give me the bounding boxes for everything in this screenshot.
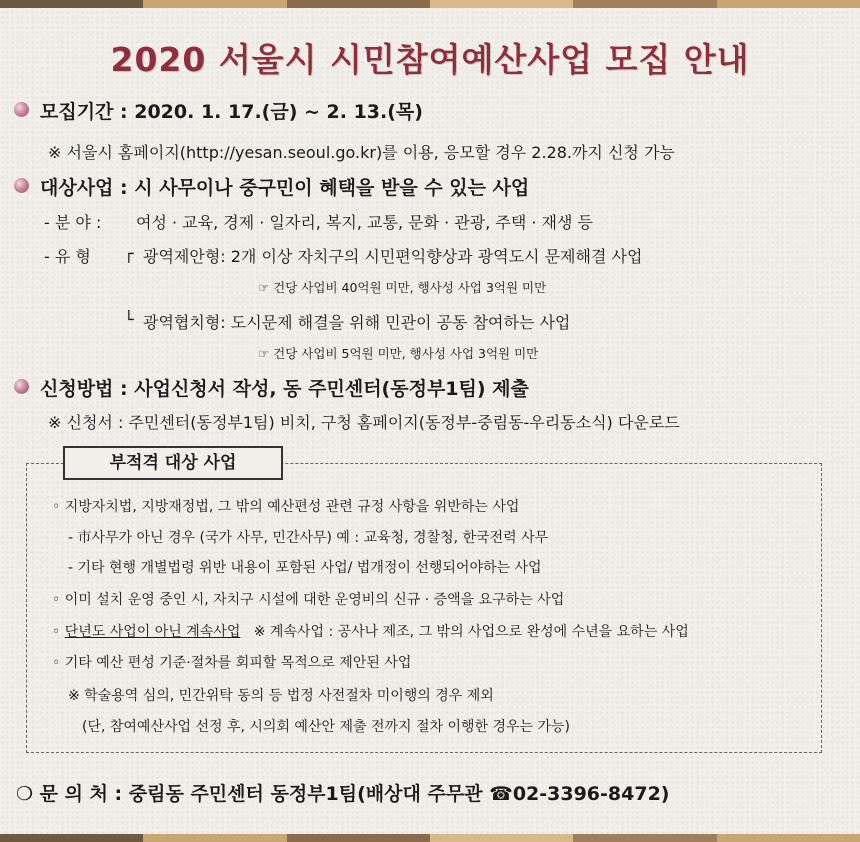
type2-mark: └ bbox=[124, 310, 134, 329]
ineligible-item: ◦ 지방자치법, 지방재정법, 그 밖의 예산편성 관련 규정 사항을 위반하는 사업 bbox=[52, 499, 520, 515]
type2-note: ☞ 건당 사업비 5억원 미만, 행사성 사업 3억원 미만 bbox=[258, 346, 539, 361]
continuous-project-note: ※ 계속사업 : 공사나 제조, 그 밖의 사업으로 완성에 수년을 요하는 사업 bbox=[253, 624, 689, 640]
apply-note: ※ 신청서 : 주민센터(동정부1팀) 비치, 구청 홈페이지(동정부-중림동-우리동소식) 다운로드 bbox=[48, 413, 680, 432]
field-value: 여성 · 교육, 경제 · 일자리, 복지, 교통, 문화 · 관광, 주택 · 재생 등 bbox=[136, 213, 594, 232]
target-heading: 대상사업 : 시 사무이나 중구민이 혜택을 받을 수 있는 사업 bbox=[40, 177, 530, 199]
type1-text: 광역제안형: 2개 이상 자치구의 시민편익향상과 광역도시 문제해결 사업 bbox=[143, 247, 643, 266]
ineligible-title: 부적격 대상 사업 bbox=[63, 446, 283, 480]
item-prefix: ◦ bbox=[52, 624, 65, 640]
type1-mark: ┌ bbox=[124, 244, 134, 263]
bottom-decorative-band bbox=[0, 834, 860, 842]
ineligible-item bbox=[52, 621, 689, 641]
ineligible-item: - 기타 현행 개별법령 위반 내용이 포함된 사업/ 법개정이 선행되어야하는 사업 bbox=[68, 560, 542, 576]
bullet-icon bbox=[14, 178, 29, 193]
bullet-icon bbox=[14, 379, 29, 394]
period-heading: 모집기간 : 2020. 1. 17.(금) ~ 2. 13.(목) bbox=[40, 101, 423, 123]
ineligible-item: ◦ 이미 설치 운영 중인 시, 자치구 시설에 대한 운영비의 신규 · 증액을 요구하는 사업 bbox=[52, 592, 565, 608]
ineligible-note: ※ 학술용역 심의, 민간위탁 동의 등 법정 사전절차 미이행의 경우 제외 bbox=[68, 688, 494, 704]
bullet-icon bbox=[14, 102, 29, 117]
ineligible-item: - 市사무가 아닌 경우 (국가 사무, 민간사무) 예 : 교육청, 경찰청, 한국전력 사무 bbox=[68, 530, 549, 546]
field-label: - 분 야 : bbox=[44, 213, 102, 232]
apply-heading: 신청방법 : 사업신청서 작성, 동 주민센터(동정부1팀) 제출 bbox=[40, 378, 529, 400]
type2-text: 광역협치형: 도시문제 해결을 위해 민관이 공동 참여하는 사업 bbox=[143, 313, 571, 332]
contact-info: ❍ 문 의 처 : 중림동 주민센터 동정부1팀(배상대 주무관 ☎02-3396-8472) bbox=[16, 783, 670, 805]
ineligible-item: ◦ 기타 예산 편성 기준·절차를 회피할 목적으로 제안된 사업 bbox=[52, 655, 412, 671]
ineligible-note: (단, 참여예산사업 선정 후, 시의회 예산안 제출 전까지 절차 이행한 경우는 가능) bbox=[82, 719, 571, 735]
type-label: - 유 형 bbox=[44, 247, 91, 266]
period-note: ※ 서울시 홈페이지(http://yesan.seoul.go.kr)를 이용, 응모할 경우 2.28.까지 신청 가능 bbox=[48, 143, 675, 162]
type1-note: ☞ 건당 사업비 40억원 미만, 행사성 사업 3억원 미만 bbox=[258, 280, 547, 295]
top-decorative-band bbox=[0, 0, 860, 8]
page-title: 2020 서울시 시민참여예산사업 모집 안내 bbox=[110, 40, 750, 79]
continuous-project-text: 단년도 사업이 아닌 계속사업 bbox=[64, 624, 241, 640]
